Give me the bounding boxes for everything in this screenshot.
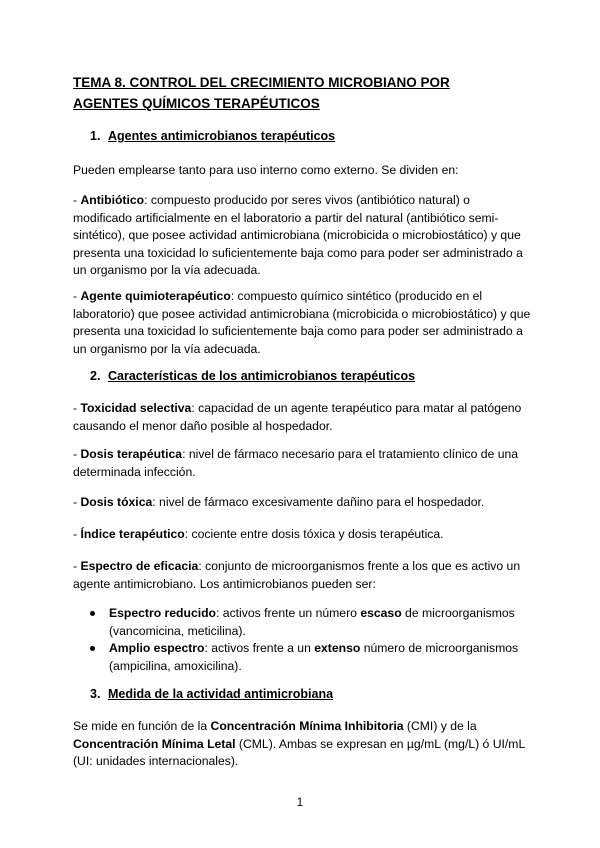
section-title: Características de los antimicrobianos terapéuticos [108, 369, 416, 383]
definition-antibiotico: - Antibiótico: compuesto producido por seres vivos (antibiótico natural) o modificado artificialmente en el laboratorio a partir del natural (antibiótico semi-sintético), que posee actividad antimicrobiana (microbicida o microbiostático) y que presenta una toxicidad lo suficientemente baja como para poder ser administrado a un organismo por la vía adecuada. [73, 193, 523, 277]
definition-text: : nivel de fármaco necesario para el tratamiento clínico de una determinada infección. [73, 447, 519, 479]
term: Toxicidad selectiva [80, 401, 192, 415]
term: Dosis tóxica [80, 495, 153, 509]
bullet-icon [90, 611, 95, 616]
term: Espectro de eficacia [80, 559, 199, 573]
intro-paragraph: Pueden emplearse tanto para uso interno como externo. Se dividen en: [73, 163, 459, 177]
section-heading-3 [90, 686, 333, 702]
section-number: 1. [90, 129, 101, 143]
section-number: 2. [90, 369, 101, 383]
term: Agente quimioterapéutico [80, 289, 231, 303]
section-heading-1 [90, 128, 335, 144]
bullet-icon [90, 646, 95, 651]
characteristic-dosis-terapeutica: - Dosis terapéutica: nivel de fármaco necesario para el tratamiento clínico de una determinada infección. [73, 447, 519, 479]
page-number: 1 [296, 797, 304, 809]
list-item: Amplio espectro: activos frente a un extenso número de microorganismos (ampicilina, amoxicilina). [90, 640, 530, 675]
characteristic-dosis-toxica: - Dosis tóxica: nivel de fármaco excesivamente dañino para el hospedador. [73, 495, 485, 509]
characteristic-toxicidad: - Toxicidad selectiva: capacidad de un agente terapéutico para matar al patógeno causando el menor daño posible al hospedador. [73, 401, 522, 433]
spectrum-list [90, 605, 530, 675]
characteristic-indice: - Índice terapéutico: cociente entre dosis tóxica y dosis terapéutica. [73, 527, 444, 541]
definition-text: : compuesto producido por seres vivos (antibiótico natural) o modificado artificialmente en el laboratorio a partir del natural (antibiótico semi-sintético), que posee actividad antimicrobiana (microbicida o microbiostático) y que presenta una toxicidad lo suficientemente baja como para poder ser administrado a un organismo por la vía adecuada. [73, 193, 523, 277]
document-title [73, 72, 533, 114]
definition-text: : compuesto químico sintético (producido en el laboratorio) que posee actividad antimicrobiana (microbicida o microbiostático) y que presenta una toxicidad lo suficientemente baja como para poder ser administrado a un organismo por la vía adecuada. [73, 289, 531, 356]
definition-text: : capacidad de un agente terapéutico para matar al patógeno causando el menor daño posible al hospedador. [73, 401, 522, 433]
section-title: Medida de la actividad antimicrobiana [108, 687, 334, 701]
section-title: Agentes antimicrobianos terapéuticos [108, 129, 336, 143]
definition-text: : nivel de fármaco excesivamente dañino para el hospedador. [152, 495, 485, 509]
section-number: 3. [90, 687, 101, 701]
title-line-1: TEMA 8. CONTROL DEL CRECIMIENTO MICROBIANO POR [73, 75, 450, 90]
term: Índice terapéutico [80, 527, 185, 541]
title-line-2: AGENTES QUÍMICOS TERAPÉUTICOS [73, 96, 320, 111]
term: Dosis terapéutica [80, 447, 183, 461]
section-heading-2 [90, 368, 415, 384]
list-item: Espectro reducido: activos frente un número escaso de microorganismos (vancomicina, meticilina). [90, 605, 530, 640]
definition-text: : conjunto de microorganismos frente a los que es activo un agente antimicrobiano. Los antimicrobianos pueden ser: [73, 559, 521, 591]
definition-quimioterapeutico: - Agente quimioterapéutico: compuesto químico sintético (producido en el laboratorio) que posee actividad antimicrobiana (microbicida o microbiostático) y que presenta una toxicidad lo suficientemente baja como para poder ser administrado a un organismo por la vía adecuada. [73, 289, 531, 356]
measure-paragraph: Se mide en función de la Concentración Mínima Inhibitoria (CMI) y de la Concentración Mínima Letal (CML). Ambas se expresan en µg/mL (mg/L) ó UI/mL (UI: unidades internacionales). [73, 719, 525, 768]
characteristic-espectro: - Espectro de eficacia: conjunto de microorganismos frente a los que es activo un agente antimicrobiano. Los antimicrobianos pueden ser: [73, 559, 521, 591]
term: Antibiótico [80, 193, 145, 207]
definition-text: : cociente entre dosis tóxica y dosis terapéutica. [184, 527, 444, 541]
